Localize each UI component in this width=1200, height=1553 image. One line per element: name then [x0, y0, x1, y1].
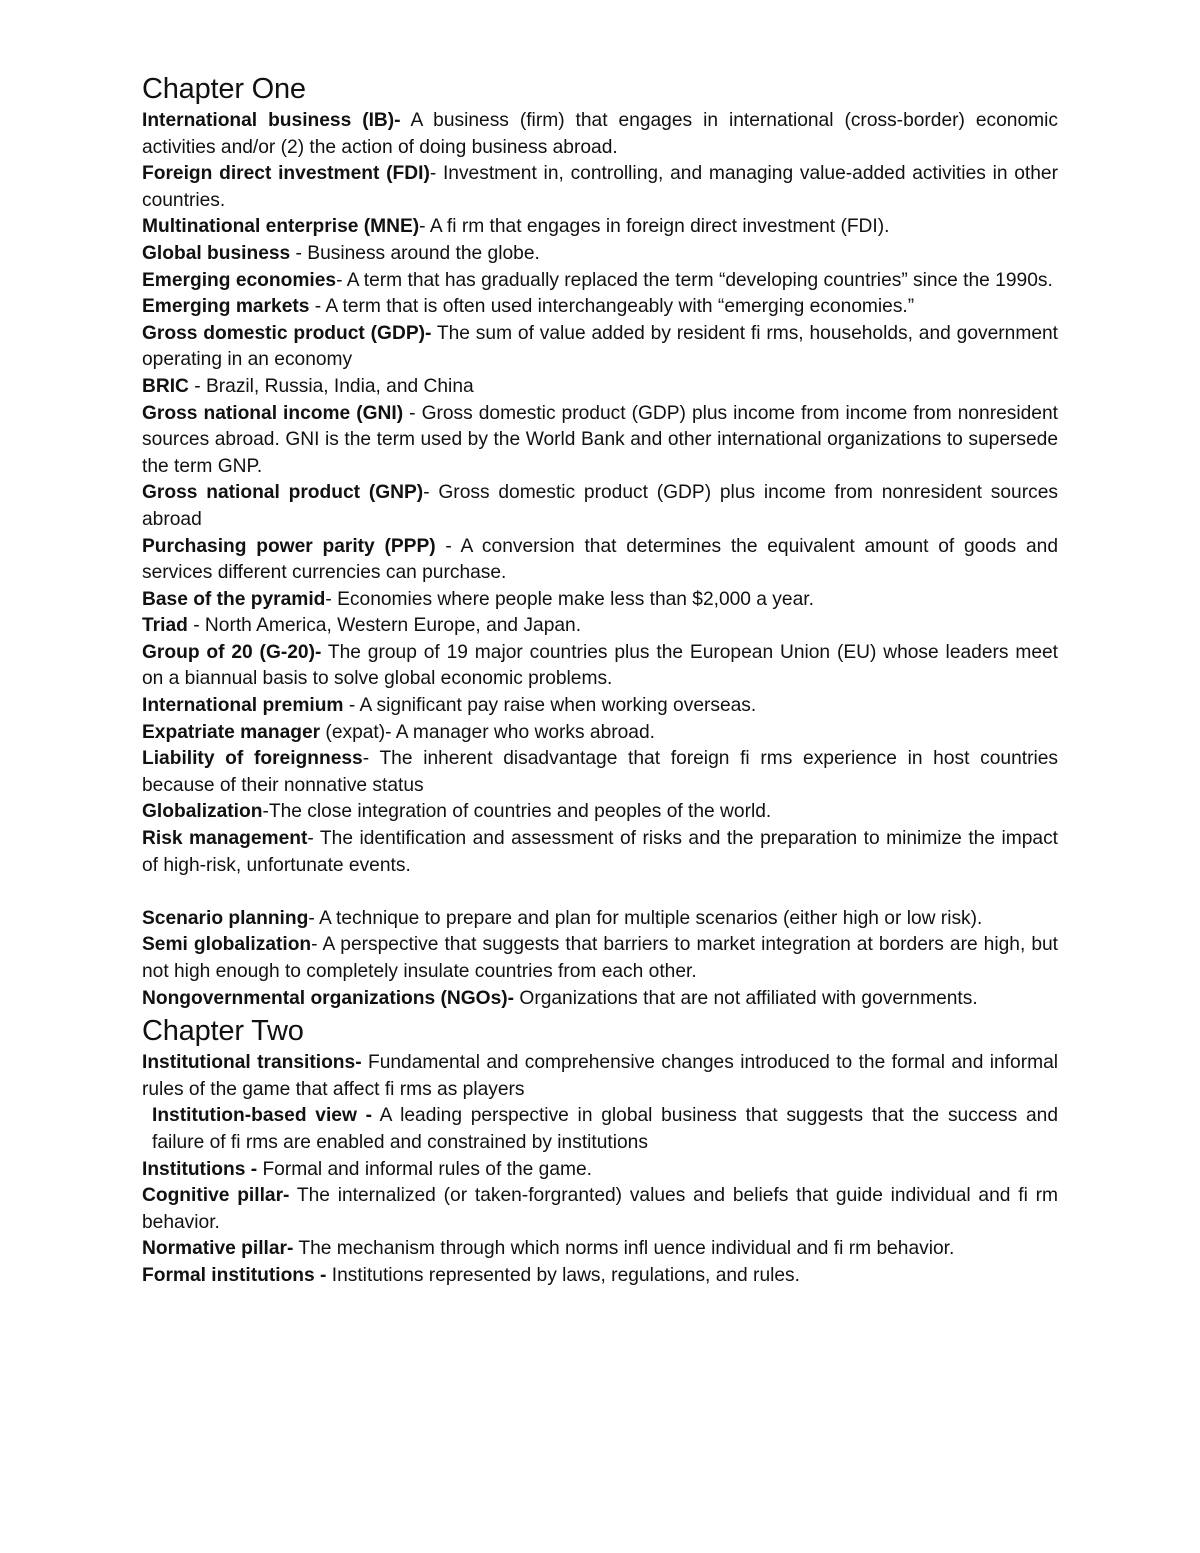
glossary-entry [142, 1263, 1058, 1290]
definition: The group of 19 major countries plus the European Union (EU) whose leaders meet on a biannual basis to solve global economic problems. [142, 641, 1058, 690]
term: Risk management [142, 828, 308, 850]
glossary-entry [142, 401, 1058, 481]
glossary-entry [142, 640, 1058, 693]
blank-line [142, 879, 1058, 906]
definition: - The inherent disadvantage that foreign fi rms experience in host countries because of their nonnative status [142, 748, 1058, 796]
definition: (expat)- A manager who works abroad. [320, 721, 655, 743]
term: Global business [142, 242, 291, 264]
definition: - Business around the globe. [290, 242, 540, 264]
term: Gross domestic product (GDP)- [142, 322, 432, 344]
glossary-entry [142, 746, 1058, 799]
glossary-entry [142, 1183, 1058, 1236]
definition: - A significant pay raise when working overseas. [343, 695, 757, 717]
glossary-entry [142, 1050, 1058, 1103]
definition: A business (firm) that engages in international (cross-border) economic activities and/or (2) the action of doing business abroad. [142, 110, 1058, 158]
definition: Fundamental and comprehensive changes introduced to the formal and informal rules of the game that affect fi rms as players [142, 1052, 1058, 1100]
glossary-entry [142, 799, 1058, 826]
term: Nongovernmental organizations (NGOs)- [142, 987, 515, 1009]
definition: - The identification and assessment of risks and the preparation to minimize the impact of high-risk, unfortunate events. [142, 828, 1058, 876]
term: International business (IB)- [142, 110, 401, 131]
glossary-entry [142, 108, 1058, 161]
term: Triad [142, 615, 188, 637]
document-page [142, 70, 1058, 1290]
term: Emerging economies [142, 269, 337, 291]
glossary-entry [142, 294, 1058, 321]
glossary-entry [142, 241, 1058, 268]
chapter-one-entries [142, 108, 1058, 1012]
glossary-entry [142, 1236, 1058, 1263]
definition: Formal and informal rules of the game. [257, 1158, 592, 1180]
definition: - North America, Western Europe, and Japan. [187, 615, 582, 637]
term: Base of the pyramid [142, 588, 326, 610]
glossary-entry [142, 587, 1058, 614]
term: Group of 20 (G-20)- [142, 641, 322, 663]
definition: - Brazil, Russia, India, and China [188, 375, 474, 397]
definition: The mechanism through which norms infl uence individual and fi rm behavior. [293, 1238, 955, 1260]
glossary-entry [142, 986, 1058, 1013]
term: Institutions - [142, 1158, 258, 1180]
definition: - A term that is often used interchangeably with “emerging economies.” [309, 296, 915, 318]
definition: The sum of value added by resident fi rms, households, and government operating in an economy [142, 322, 1058, 371]
chapter-title: Chapter One [142, 73, 306, 105]
definition: - Economies where people make less than $2,000 a year. [325, 588, 814, 610]
term: Emerging markets [142, 296, 310, 318]
definition: - A conversion that determines the equivalent amount of goods and services different currencies can purchase. [142, 535, 1058, 584]
term: Liability of foreignness [142, 748, 363, 770]
glossary-entry [142, 693, 1058, 720]
glossary-entry [142, 214, 1058, 241]
glossary-entry [142, 161, 1058, 214]
term: Multinational enterprise (MNE) [142, 216, 420, 238]
definition: - Gross domestic product (GDP) plus income from nonresident sources abroad [142, 482, 1058, 530]
definition: - A fi rm that engages in foreign direct investment (FDI). [419, 216, 890, 238]
chapter-title: Chapter Two [142, 1015, 304, 1048]
definition: A leading perspective in global business that suggests that the success and failure of fi rms are enabled and constrained by institutions [152, 1105, 1058, 1153]
glossary-entry [142, 480, 1058, 533]
definition: - Gross domestic product (GDP) plus income from income from nonresident sources abroad. GNI is the term used by the World Bank and other international organizations to supersede the term GNP. [142, 402, 1058, 477]
term: Foreign direct investment (FDI) [142, 163, 430, 185]
term: Gross national income (GNI) [142, 402, 404, 424]
glossary-entry [142, 613, 1058, 640]
glossary-entry [142, 534, 1058, 587]
term: Scenario planning [142, 907, 309, 929]
glossary-entry [142, 1103, 1058, 1156]
glossary-entry [142, 374, 1058, 401]
glossary-entry [142, 720, 1058, 747]
term: Purchasing power parity (PPP) [142, 535, 436, 557]
glossary-entry [142, 268, 1058, 295]
term: Semi globalization [142, 934, 312, 956]
term: Institutional transitions- [142, 1052, 362, 1074]
term: BRIC [142, 375, 189, 397]
term: Institution-based view - [152, 1105, 372, 1127]
term: Formal institutions - [142, 1264, 327, 1286]
definition: Organizations that are not affiliated with governments. [514, 987, 978, 1009]
definition: - A perspective that suggests that barriers to market integration at borders are high, but not high enough to completely insulate countries from each other. [142, 934, 1058, 982]
glossary-entry [142, 932, 1058, 985]
glossary-entry [142, 906, 1058, 933]
definition: - A term that has gradually replaced the term “developing countries” since the 1990s. [336, 269, 1053, 291]
chapter-two-entries [142, 1050, 1058, 1289]
glossary-entry [142, 826, 1058, 879]
term: Normative pillar- [142, 1238, 294, 1260]
glossary-entry [142, 1157, 1058, 1184]
term: Cognitive pillar- [142, 1185, 290, 1207]
definition: - Investment in, controlling, and managing value-added activities in other countries. [142, 163, 1058, 211]
definition: The internalized (or taken-forgranted) values and beliefs that guide individual and fi rm behavior. [142, 1185, 1058, 1233]
term: Expatriate manager [142, 721, 321, 743]
definition: - A technique to prepare and plan for multiple scenarios (either high or low risk). [308, 907, 983, 929]
term: Gross national product (GNP) [142, 482, 424, 504]
definition: -The close integration of countries and peoples of the world. [262, 801, 772, 823]
definition: Institutions represented by laws, regulations, and rules. [326, 1264, 800, 1286]
term: Globalization [142, 801, 263, 823]
term: International premium [142, 695, 344, 717]
glossary-entry [142, 321, 1058, 374]
